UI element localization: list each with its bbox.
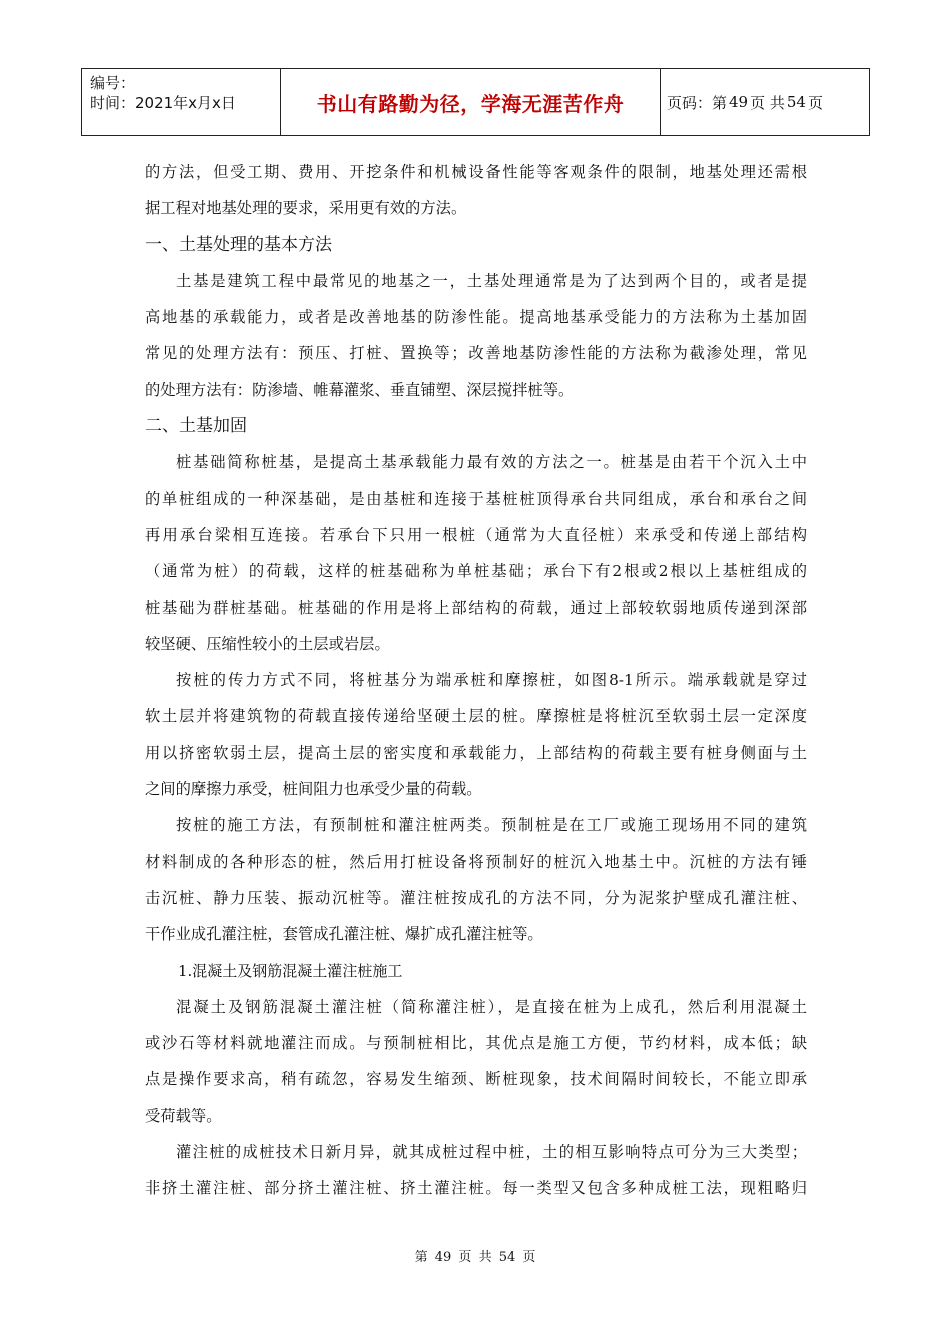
body-text-line: 软土层并将建筑物的荷载直接传递给坚硬土层的桩。摩擦桩是将桩沉至软弱土层一定深度 (145, 707, 807, 726)
body-text-line: 据工程对地基处理的要求，采用更有效的方法。 (145, 199, 467, 218)
body-text-line: 高地基的承载能力，或者是改善地基的防渗性能。提高地基承受能力的方法称为土基加固 (145, 308, 807, 327)
body-text-line: 击沉桩、静力压装、振动沉桩等。灌注桩按成孔的方法不同，分为泥浆护壁成孔灌注桩、 (145, 888, 807, 907)
body-text-line: 用以挤密软弱土层，提高土层的密实度和承载能力，上部结构的荷载主要有桩身侧面与土 (145, 743, 807, 762)
body-text-line: 受荷载等。 (145, 1106, 222, 1125)
body-text-line: 非挤土灌注桩、部分挤土灌注桩、挤土灌注桩。每一类型又包含多种成桩工法，现粗略归 (145, 1179, 807, 1198)
body-text-line: 点是操作要求高，稍有疏忽，容易发生缩颈、断桩现象，技术间隔时间较长，不能立即承 (145, 1070, 807, 1089)
page-mid: 页 共 (750, 93, 785, 112)
header-page-info (661, 69, 869, 135)
body-text-line: 的处理方法有：防渗墙、帷幕灌浆、垂直铺塑、深层搅拌桩等。 (145, 380, 574, 399)
body-text-line: 或沙石等材料就地灌注而成。与预制桩相比，其优点是施工方便，节约材料，成本低；缺 (145, 1034, 807, 1053)
body-text-line: 的方法，但受工期、费用、开挖条件和机械设备性能等客观条件的限制，地基处理还需根 (145, 163, 807, 181)
date-label: 时间：2021年x月x日 (90, 94, 236, 112)
header-motto: 书山有路勤为径，学海无涯苦作舟 (281, 69, 661, 135)
body-text-line: 材料制成的各种形态的桩，然后用打桩设备将预制好的桩沉入地基土中。沉桩的方法有锤 (145, 852, 807, 871)
header-meta (82, 69, 281, 135)
body-text-line: 按桩的施工方法，有预制桩和灌注桩两类。预制桩是在工厂或施工现场用不同的建筑 (176, 816, 807, 835)
body-text-line: 按桩的传力方式不同，将桩基分为端承桩和摩擦桩，如图8-1所示。端承载就是穿过 (176, 671, 807, 690)
body-text-line: 常见的处理方法有：预压、打桩、置换等；改善地基防渗性能的方法称为截渗处理，常见 (145, 344, 807, 363)
body-text-line: 灌注桩的成桩技术日新月异，就其成桩过程中桩，土的相互影响特点可分为三大类型； (176, 1143, 807, 1162)
body-text-line: （通常为桩）的荷载，这样的桩基础称为单桩基础；承台下有2根或2根以上基桩组成的 (145, 562, 807, 581)
section-heading: 二、土基加固 (145, 416, 247, 437)
body-text-line: 的单桩组成的一种深基础，是由基桩和连接于基桩桩顶得承台共同组成，承台和承台之间 (145, 489, 807, 508)
page-total: 54 (786, 93, 806, 111)
body-text-line: 干作业成孔灌注桩，套管成孔灌注桩、爆扩成孔灌注桩等。 (145, 925, 543, 944)
section-heading: 一、土基处理的基本方法 (145, 234, 332, 255)
page-current: 49 (729, 93, 749, 111)
page-suffix: 页 (807, 93, 823, 112)
document-body (145, 154, 807, 1207)
body-text-line: 桩基础为群桩基础。桩基础的作用是将上部结构的荷载，通过上部较软弱地质传递到深部 (145, 598, 807, 617)
body-text-line: 之间的摩擦力承受，桩间阻力也承受少量的荷载。 (145, 780, 482, 799)
body-text-line: 再用承台梁相互连接。若承台下只用一根桩（通常为大直径桩）来承受和传递上部结构 (145, 525, 807, 544)
page-prefix: 页码：第 (667, 93, 728, 112)
body-text-line: 土基是建筑工程中最常见的地基之一，土基处理通常是为了达到两个目的，或者是提 (176, 271, 807, 290)
page-footer: 第 49 页 共 54 页 (414, 1250, 536, 1265)
body-text-line: 桩基础简称桩基，是提高土基承载能力最有效的方法之一。桩基是由若干个沉入土中 (176, 453, 807, 472)
body-text-line: 混凝土及钢筋混凝土灌注桩（简称灌注桩），是直接在桩为上成孔，然后利用混凝土 (176, 997, 807, 1016)
subsection-heading: 1.混凝土及钢筋混凝土灌注桩施工 (178, 961, 403, 980)
page-header (81, 68, 870, 136)
number-label: 编号： (90, 74, 136, 92)
body-text-line: 较坚硬、压缩性较小的土层或岩层。 (145, 634, 390, 653)
